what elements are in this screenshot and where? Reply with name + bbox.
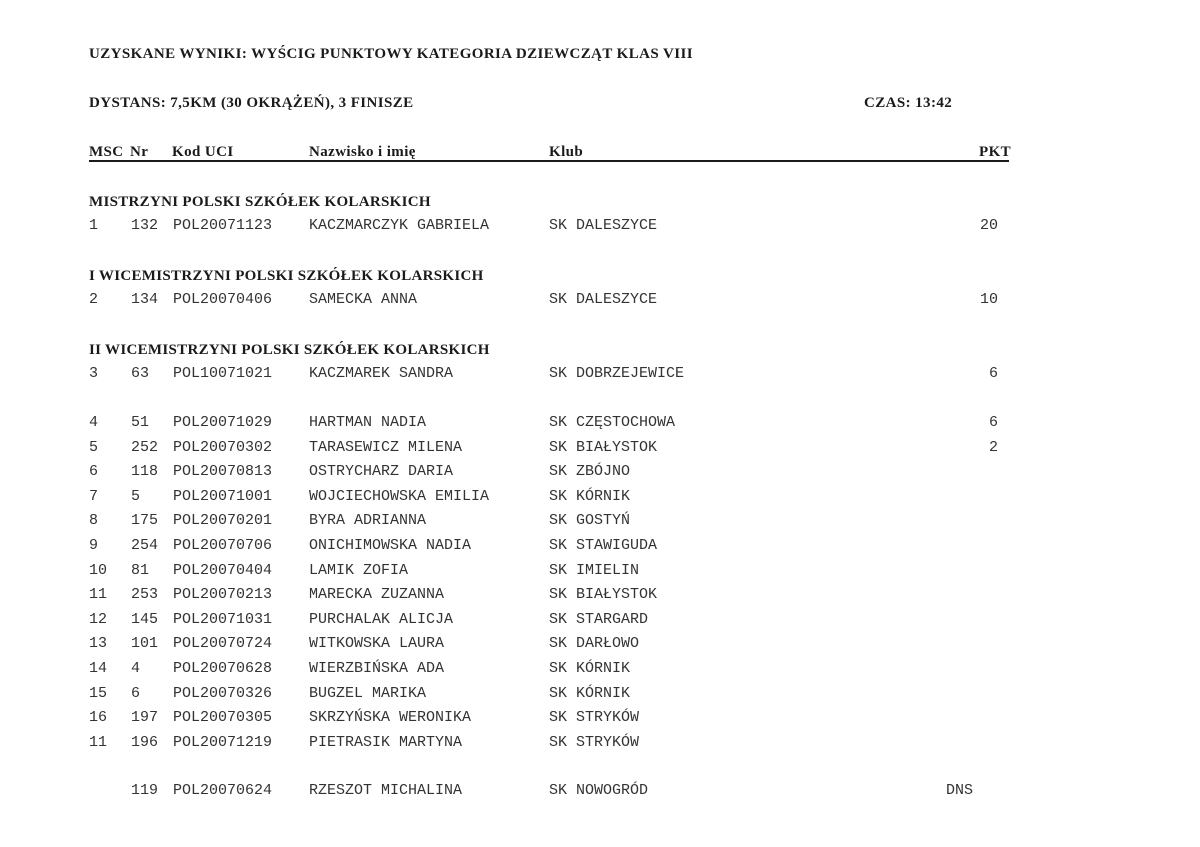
col-header-nr: Nr [130,144,149,160]
row-points: 2 [988,439,998,456]
row-club: SK IMIELIN [549,562,640,579]
row-number: 101 [131,635,159,652]
section-heading: II WICEMISTRZYNI POLSKI SZKÓŁEK KOLARSKICH [89,342,490,358]
row-name: TARASEWICZ MILENA [309,439,463,456]
row-uci-code: POL10071021 [173,365,273,382]
row-club: SK DARŁOWO [549,635,640,652]
row-place: 2 [89,291,99,308]
row-name: PURCHALAK ALICJA [309,611,454,628]
col-header-name: Nazwisko i imię [309,144,416,160]
col-header-msc: MSC [89,144,124,160]
dns-uci-code: POL20070624 [173,782,273,799]
row-number: 134 [131,291,159,308]
row-place: 8 [89,512,99,529]
dns-club: SK NOWOGRÓD [549,782,649,799]
row-number: 175 [131,512,159,529]
row-points: 20 [979,217,998,234]
row-number: 118 [131,463,159,480]
row-place: 12 [89,611,108,628]
row-place: 1 [89,217,99,234]
row-uci-code: POL20071123 [173,217,273,234]
row-place: 9 [89,537,99,554]
row-place: 4 [89,414,99,431]
row-club: SK STRYKÓW [549,709,640,726]
row-uci-code: POL20070201 [173,512,273,529]
row-number: 51 [131,414,150,431]
row-club: SK DOBRZEJEWICE [549,365,685,382]
row-club: SK BIAŁYSTOK [549,439,658,456]
row-uci-code: POL20070404 [173,562,273,579]
row-club: SK KÓRNIK [549,488,631,505]
row-number: 4 [131,660,141,677]
row-club: SK STRYKÓW [549,734,640,751]
col-header-uci: Kod UCI [172,144,234,160]
document-title: UZYSKANE WYNIKI: WYŚCIG PUNKTOWY KATEGORIA DZIEWCZĄT KLAS VIII [89,46,693,62]
row-name: BYRA ADRIANNA [309,512,427,529]
col-header-club: Klub [549,144,584,160]
row-club: SK CZĘSTOCHOWA [549,414,676,431]
section-heading: MISTRZYNI POLSKI SZKÓŁEK KOLARSKICH [89,194,431,210]
row-name: LAMIK ZOFIA [309,562,409,579]
row-uci-code: POL20070305 [173,709,273,726]
row-club: SK KÓRNIK [549,660,631,677]
row-place: 10 [89,562,108,579]
row-club: SK STARGARD [549,611,649,628]
row-uci-code: POL20070628 [173,660,273,677]
row-uci-code: POL20070213 [173,586,273,603]
row-club: SK DALESZYCE [549,291,658,308]
row-name: BUGZEL MARIKA [309,685,427,702]
row-place: 7 [89,488,99,505]
row-uci-code: POL20070326 [173,685,273,702]
row-name: WITKOWSKA LAURA [309,635,445,652]
row-club: SK GOSTYŃ [549,512,631,529]
row-name: OSTRYCHARZ DARIA [309,463,454,480]
row-club: SK DALESZYCE [549,217,658,234]
row-club: SK ZBÓJNO [549,463,631,480]
row-points: 6 [988,414,998,431]
row-uci-code: POL20070706 [173,537,273,554]
row-club: SK STAWIGUDA [549,537,658,554]
dns-number: 119 [131,782,159,799]
row-points: 6 [988,365,998,382]
header-rule [89,160,1009,162]
row-name: ONICHIMOWSKA NADIA [309,537,472,554]
row-place: 14 [89,660,108,677]
row-name: WOJCIECHOWSKA EMILIA [309,488,490,505]
row-number: 252 [131,439,159,456]
race-time: CZAS: 13:42 [864,95,953,111]
row-place: 3 [89,365,99,382]
section-heading: I WICEMISTRZYNI POLSKI SZKÓŁEK KOLARSKICH [89,268,484,284]
row-number: 5 [131,488,141,505]
row-place: 15 [89,685,108,702]
row-name: SAMECKA ANNA [309,291,418,308]
row-place: 5 [89,439,99,456]
row-number: 81 [131,562,150,579]
row-name: WIERZBIŃSKA ADA [309,660,445,677]
row-place: 16 [89,709,108,726]
row-place: 6 [89,463,99,480]
row-number: 145 [131,611,159,628]
row-name: PIETRASIK MARTYNA [309,734,463,751]
row-number: 63 [131,365,150,382]
row-uci-code: POL20071001 [173,488,273,505]
row-points: 10 [979,291,998,308]
row-uci-code: POL20071029 [173,414,273,431]
dns-status: DNS [946,782,974,799]
row-place: 11 [89,586,108,603]
row-number: 254 [131,537,159,554]
row-name: KACZMAREK SANDRA [309,365,454,382]
row-name: SKRZYŃSKA WERONIKA [309,709,472,726]
row-club: SK BIAŁYSTOK [549,586,658,603]
row-uci-code: POL20070724 [173,635,273,652]
row-name: MARECKA ZUZANNA [309,586,445,603]
row-name: HARTMAN NADIA [309,414,427,431]
row-place: 11 [89,734,108,751]
row-club: SK KÓRNIK [549,685,631,702]
row-uci-code: POL20070406 [173,291,273,308]
row-name: KACZMARCZYK GABRIELA [309,217,490,234]
row-number: 196 [131,734,159,751]
row-uci-code: POL20071219 [173,734,273,751]
row-number: 132 [131,217,159,234]
distance-info: DYSTANS: 7,5KM (30 OKRĄŻEŃ), 3 FINISZE [89,95,414,111]
row-place: 13 [89,635,108,652]
row-number: 253 [131,586,159,603]
dns-name: RZESZOT MICHALINA [309,782,463,799]
row-uci-code: POL20071031 [173,611,273,628]
row-number: 197 [131,709,159,726]
row-uci-code: POL20070302 [173,439,273,456]
col-header-pkt: PKT [979,144,1012,160]
row-uci-code: POL20070813 [173,463,273,480]
row-number: 6 [131,685,141,702]
